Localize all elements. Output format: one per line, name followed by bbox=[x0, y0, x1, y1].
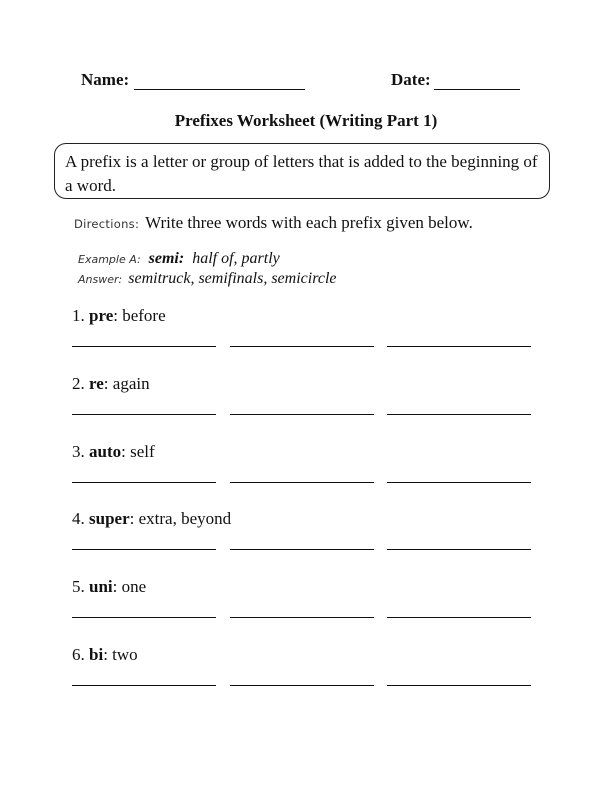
item-meaning: : again bbox=[103, 374, 150, 393]
item-prefix: re bbox=[89, 374, 104, 393]
item-meaning: : self bbox=[121, 442, 155, 461]
exercise-item bbox=[72, 509, 542, 559]
answer-blank-3[interactable] bbox=[387, 346, 531, 347]
answer-blank-3[interactable] bbox=[387, 414, 531, 415]
item-meaning: : before bbox=[113, 306, 166, 325]
page-title: Prefixes Worksheet (Writing Part 1) bbox=[174, 111, 438, 130]
date-field-line[interactable] bbox=[434, 89, 520, 90]
answer-blank-1[interactable] bbox=[72, 617, 216, 618]
answer-text: semitruck, semifinals, semicircle bbox=[128, 270, 337, 287]
item-number: 3. bbox=[72, 442, 85, 461]
answer-blank-3[interactable] bbox=[387, 482, 531, 483]
answer-blank-3[interactable] bbox=[387, 549, 531, 550]
answer-blank-2[interactable] bbox=[230, 482, 374, 483]
directions bbox=[74, 213, 473, 233]
definition-text: A prefix is a letter or group of letters that is added to the beginning of a word. bbox=[65, 152, 538, 195]
exercise-item bbox=[72, 442, 542, 492]
answer-blank-2[interactable] bbox=[230, 685, 374, 686]
example-meaning: half of, partly bbox=[192, 250, 280, 267]
item-meaning: : one bbox=[112, 577, 147, 596]
item-prefix: super bbox=[89, 509, 130, 528]
exercise-item bbox=[72, 374, 542, 424]
exercise-prompt bbox=[72, 306, 166, 326]
answer-blank-1[interactable] bbox=[72, 346, 216, 347]
answer-blank-3[interactable] bbox=[387, 617, 531, 618]
exercise-prompt bbox=[72, 374, 150, 394]
item-number: 2. bbox=[72, 374, 85, 393]
header-row bbox=[0, 70, 612, 96]
item-prefix: pre bbox=[89, 306, 114, 325]
item-meaning: : extra, beyond bbox=[129, 509, 232, 528]
item-meaning: : two bbox=[103, 645, 138, 664]
exercise-prompt bbox=[72, 442, 155, 462]
name-field-line[interactable] bbox=[134, 89, 305, 90]
definition-box bbox=[54, 143, 550, 199]
example-prefix: semi: bbox=[148, 250, 185, 267]
exercise-item bbox=[72, 306, 542, 356]
name-label: Name: bbox=[81, 70, 130, 89]
answer-line bbox=[78, 270, 336, 288]
exercise-prompt bbox=[72, 509, 231, 529]
answer-blank-2[interactable] bbox=[230, 346, 374, 347]
item-number: 6. bbox=[72, 645, 85, 664]
date-label: Date: bbox=[391, 70, 431, 89]
exercise-item bbox=[72, 645, 542, 695]
answer-blank-1[interactable] bbox=[72, 549, 216, 550]
directions-text: Write three words with each prefix given below. bbox=[145, 213, 473, 232]
directions-label: Directions: bbox=[74, 217, 140, 231]
answer-blank-2[interactable] bbox=[230, 414, 374, 415]
item-prefix: auto bbox=[89, 442, 122, 461]
answer-blank-1[interactable] bbox=[72, 685, 216, 686]
item-number: 5. bbox=[72, 577, 85, 596]
item-number: 4. bbox=[72, 509, 85, 528]
example-label: Example A: bbox=[78, 253, 141, 266]
answer-blank-2[interactable] bbox=[230, 617, 374, 618]
answer-label: Answer: bbox=[78, 273, 123, 286]
exercise-prompt bbox=[72, 645, 138, 665]
item-prefix: bi bbox=[89, 645, 104, 664]
answer-blank-1[interactable] bbox=[72, 482, 216, 483]
answer-blank-1[interactable] bbox=[72, 414, 216, 415]
exercise-item bbox=[72, 577, 542, 627]
item-prefix: uni bbox=[89, 577, 113, 596]
exercise-prompt bbox=[72, 577, 146, 597]
answer-blank-3[interactable] bbox=[387, 685, 531, 686]
answer-blank-2[interactable] bbox=[230, 549, 374, 550]
item-number: 1. bbox=[72, 306, 85, 325]
example-line bbox=[78, 250, 280, 268]
